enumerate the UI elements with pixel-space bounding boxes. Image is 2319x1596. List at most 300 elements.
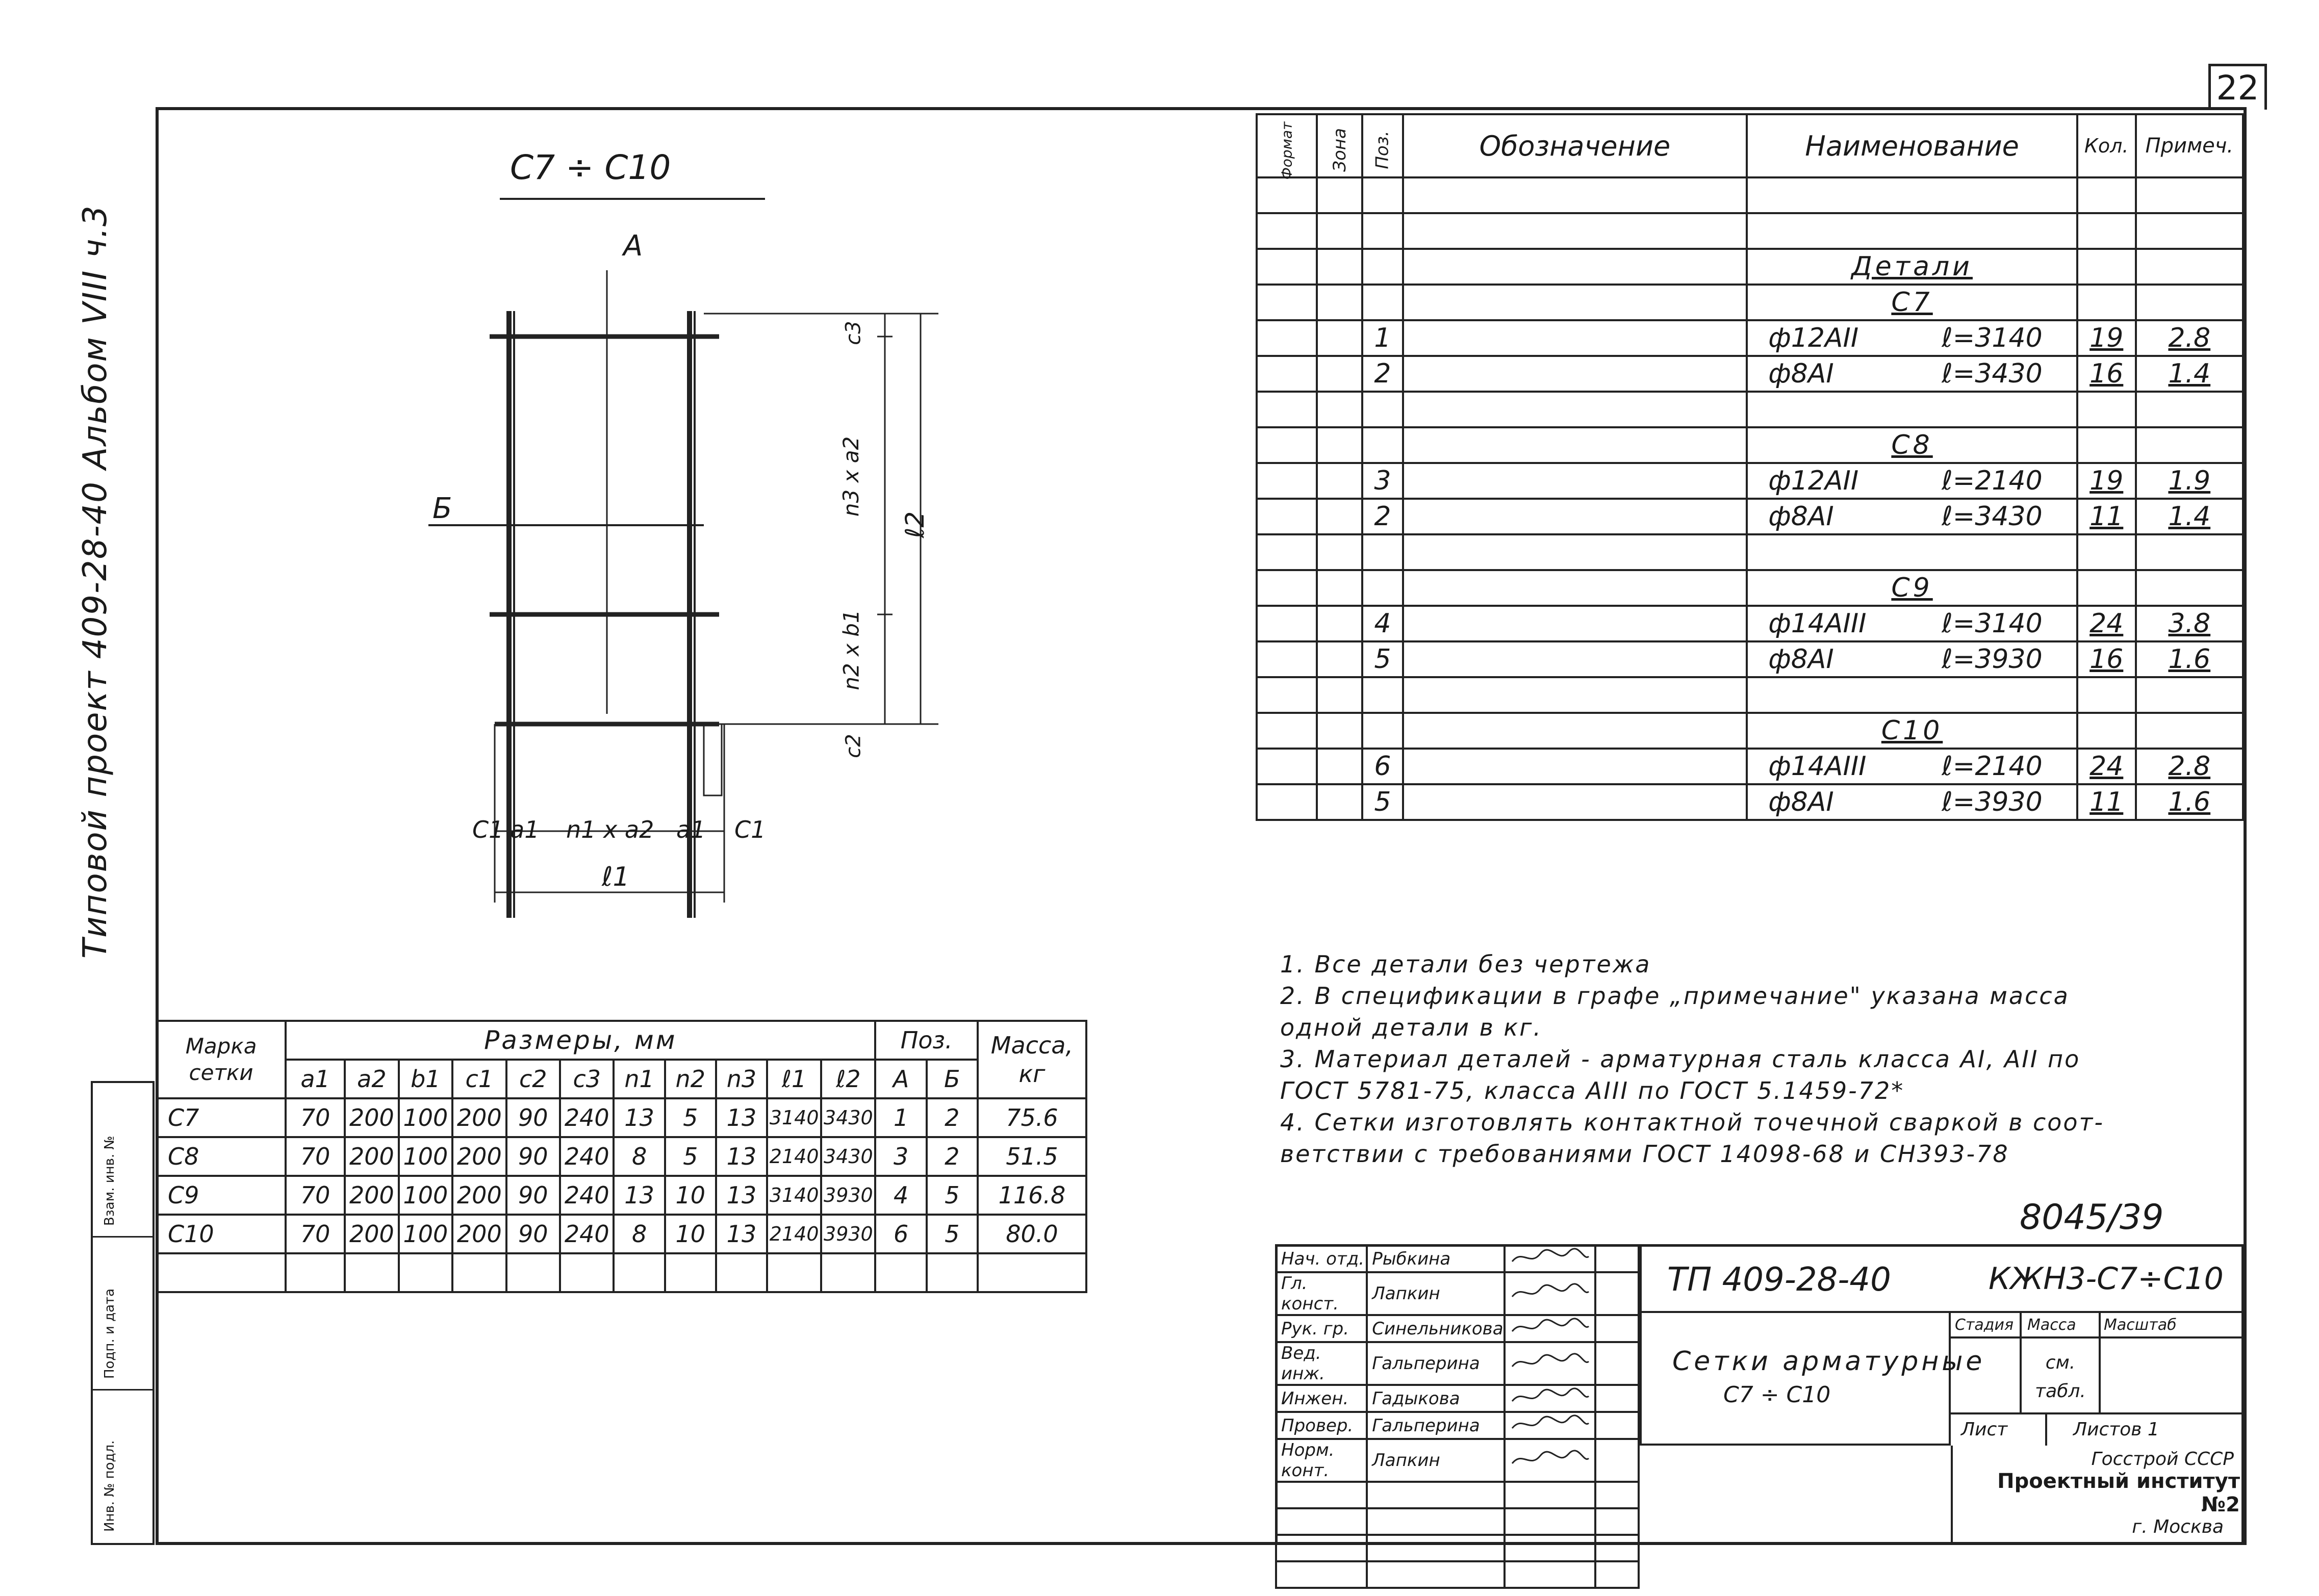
mass-value: см. табл. xyxy=(2035,1352,2086,1402)
spec-name-cell xyxy=(1747,749,2077,784)
dims-cell: 13 xyxy=(614,1098,665,1137)
sheet-number: 22 xyxy=(2208,64,2267,110)
spec-empty-cell xyxy=(1257,249,1317,285)
dims-cell: 2 xyxy=(927,1098,978,1137)
spec-name-cell xyxy=(1747,392,2077,427)
dims-cell: 51.5 xyxy=(978,1137,1086,1176)
dims-cell: 4 xyxy=(875,1176,926,1215)
spec-empty-cell xyxy=(1403,249,1747,285)
bar-length: ℓ=3430 xyxy=(1942,501,2043,532)
signature-scribble xyxy=(1510,1281,1591,1302)
col-sizes: Размеры, мм xyxy=(286,1021,875,1060)
specification-table xyxy=(1256,113,2244,820)
spec-pos-cell: 3 xyxy=(1362,463,1403,499)
spec-empty-cell xyxy=(1317,285,1363,320)
dims-subheader: Б xyxy=(927,1060,978,1098)
dims-row xyxy=(157,1176,1086,1215)
signer-role: Рук. гр. xyxy=(1276,1315,1367,1342)
dims-cell: 90 xyxy=(506,1098,560,1137)
spec-note-cell: 1.6 xyxy=(2136,784,2243,820)
signer-role: Провер. xyxy=(1276,1412,1367,1439)
spec-row xyxy=(1257,249,2243,285)
dims-cell: 90 xyxy=(506,1215,560,1253)
spec-empty-cell xyxy=(1317,392,1363,427)
signature-row xyxy=(1276,1412,1639,1439)
spec-qty-cell: 19 xyxy=(2077,320,2136,356)
spec-pos-cell: 2 xyxy=(1362,356,1403,392)
dims-cell: 8 xyxy=(614,1215,665,1253)
dims-cell: 70 xyxy=(286,1215,345,1253)
signature-scribble xyxy=(1510,1246,1591,1267)
dims-subheader: n1 xyxy=(614,1060,665,1098)
spec-empty-cell xyxy=(1317,606,1363,641)
bar-type: ф8АI xyxy=(1768,787,1834,817)
spec-empty-cell xyxy=(1403,392,1747,427)
spec-heading: С10 xyxy=(1881,715,1943,746)
bar-type: ф14АIII xyxy=(1768,751,1867,782)
archive-number: 8045/39 xyxy=(2020,1197,2164,1238)
bar-length: ℓ=3930 xyxy=(1942,787,2043,817)
note-line: 4. Сетки изготовлять контактной точечной сваркой в соот- xyxy=(1280,1109,2104,1136)
signature xyxy=(1505,1412,1595,1439)
signature-row xyxy=(1276,1535,1639,1561)
dims-cell: 3430 xyxy=(821,1137,875,1176)
signature-row xyxy=(1276,1508,1639,1535)
dim-n3a2: n3 x a2 xyxy=(838,436,864,517)
signature-row xyxy=(1276,1482,1639,1508)
spec-note-cell xyxy=(2136,249,2243,285)
spec-empty-cell xyxy=(1403,677,1747,713)
dims-cell: 240 xyxy=(560,1098,614,1137)
dim-a1-left: а1 xyxy=(510,816,540,843)
spec-name-cell xyxy=(1747,713,2077,749)
dim-n1a2: n1 x a2 xyxy=(566,816,654,843)
spec-name-cell xyxy=(1747,177,2077,213)
spec-empty-cell xyxy=(1317,749,1363,784)
bar-length: ℓ=3930 xyxy=(1942,644,2043,675)
org-ministry: Госстрой СССР xyxy=(2091,1449,2234,1470)
spec-qty-cell: 11 xyxy=(2077,784,2136,820)
document-code: КЖН3-С7÷С10 xyxy=(1989,1261,2224,1297)
spec-empty-cell xyxy=(1257,213,1317,249)
col-qty: Кол. xyxy=(2077,114,2136,177)
spec-empty-cell xyxy=(1403,606,1747,641)
side-stamp-strip xyxy=(91,1081,155,1545)
bar-type: ф14АIII xyxy=(1768,608,1867,639)
spec-row xyxy=(1257,641,2243,677)
spec-pos-cell: 6 xyxy=(1362,749,1403,784)
spec-empty-cell xyxy=(1317,356,1363,392)
spec-note-cell: 3.8 xyxy=(2136,606,2243,641)
dims-cell: 75.6 xyxy=(978,1098,1086,1137)
dim-c2: с2 xyxy=(842,734,865,758)
drawing-title: С7 ÷ С10 xyxy=(510,148,671,187)
spec-name-cell xyxy=(1747,784,2077,820)
spec-row xyxy=(1257,392,2243,427)
spec-empty-cell xyxy=(1403,534,1747,570)
spec-name-cell xyxy=(1747,677,2077,713)
spec-pos-cell: 5 xyxy=(1362,641,1403,677)
dims-cell: 1 xyxy=(875,1098,926,1137)
spec-row xyxy=(1257,606,2243,641)
spec-pos-cell xyxy=(1362,249,1403,285)
spec-empty-cell xyxy=(1257,427,1317,463)
spec-empty-cell xyxy=(1403,320,1747,356)
dims-cell: 5 xyxy=(927,1215,978,1253)
signature-row xyxy=(1276,1245,1639,1272)
signature-row xyxy=(1276,1272,1639,1315)
spec-qty-cell: 11 xyxy=(2077,499,2136,534)
signer-role: Вед. инж. xyxy=(1276,1342,1367,1385)
spec-name-cell xyxy=(1747,213,2077,249)
section-label-a: А xyxy=(623,229,643,263)
spec-empty-cell xyxy=(1317,320,1363,356)
spec-note-cell: 2.8 xyxy=(2136,749,2243,784)
spec-pos-cell xyxy=(1362,570,1403,606)
spec-qty-cell xyxy=(2077,534,2136,570)
bar-length: ℓ=2140 xyxy=(1942,751,2043,782)
col-pos: Поз. xyxy=(1362,114,1403,177)
mass-label: Масса xyxy=(2027,1316,2076,1334)
dims-subheader: b1 xyxy=(399,1060,452,1098)
project-number: ТП 409-28-40 xyxy=(1667,1261,1891,1299)
spec-qty-cell: 24 xyxy=(2077,606,2136,641)
spec-empty-cell xyxy=(1317,713,1363,749)
signature-scribble xyxy=(1510,1316,1591,1336)
spec-row xyxy=(1257,677,2243,713)
sheet-label: Лист xyxy=(1961,1419,2008,1440)
dims-subheader: n3 xyxy=(716,1060,767,1098)
spec-row xyxy=(1257,463,2243,499)
spec-name-cell xyxy=(1747,534,2077,570)
spec-pos-cell: 4 xyxy=(1362,606,1403,641)
mesh-mark: С8 xyxy=(157,1137,286,1176)
signer-name: Гадыкова xyxy=(1367,1385,1504,1412)
dims-cell: 13 xyxy=(716,1176,767,1215)
spec-empty-cell xyxy=(1403,213,1747,249)
spec-empty-cell xyxy=(1257,285,1317,320)
spec-pos-cell xyxy=(1362,713,1403,749)
dimensions-table xyxy=(156,1020,1087,1293)
dims-cell: 70 xyxy=(286,1176,345,1215)
spec-name-cell xyxy=(1747,249,2077,285)
dims-cell: 3140 xyxy=(767,1098,821,1137)
dims-cell: 200 xyxy=(452,1098,506,1137)
notes xyxy=(1280,948,2229,1170)
dims-cell: 13 xyxy=(716,1137,767,1176)
org-institute: Проектный институт №2 xyxy=(1997,1470,2240,1516)
dims-cell: 100 xyxy=(399,1098,452,1137)
dims-cell: 100 xyxy=(399,1176,452,1215)
spec-empty-cell xyxy=(1403,570,1747,606)
signature-scribble xyxy=(1510,1351,1591,1372)
note-line: ГОСТ 5781-75, класса АIII по ГОСТ 5.1459-72* xyxy=(1280,1077,1905,1104)
spec-empty-cell xyxy=(1317,784,1363,820)
signature-row xyxy=(1276,1385,1639,1412)
note-line: 1. Все детали без чертежа xyxy=(1280,950,1651,978)
dims-cell: 3 xyxy=(875,1137,926,1176)
spec-empty-cell xyxy=(1257,570,1317,606)
dim-c3: с3 xyxy=(842,321,865,345)
dims-cell: 200 xyxy=(452,1176,506,1215)
spec-empty-cell xyxy=(1317,641,1363,677)
dims-cell: 13 xyxy=(614,1176,665,1215)
org-city: г. Москва xyxy=(2132,1516,2224,1537)
spec-row xyxy=(1257,749,2243,784)
signer-role: Инжен. xyxy=(1276,1385,1367,1412)
col-designation: Обозначение xyxy=(1403,114,1747,177)
spec-row xyxy=(1257,356,2243,392)
spec-empty-cell xyxy=(1317,213,1363,249)
stage-label: Стадия xyxy=(1955,1316,2014,1334)
spec-empty-cell xyxy=(1317,677,1363,713)
mesh-mark: С10 xyxy=(157,1215,286,1253)
spec-empty-cell xyxy=(1317,534,1363,570)
spec-qty-cell: 16 xyxy=(2077,641,2136,677)
col-mass: Масса, кг xyxy=(978,1021,1086,1098)
spec-empty-cell xyxy=(1317,499,1363,534)
col-name: Наименование xyxy=(1747,114,2077,177)
dims-cell: 100 xyxy=(399,1137,452,1176)
dims-row xyxy=(157,1137,1086,1176)
dims-cell: 8 xyxy=(614,1137,665,1176)
signature-scribble xyxy=(1510,1386,1591,1406)
spec-empty-cell xyxy=(1403,784,1747,820)
spec-empty-cell xyxy=(1257,606,1317,641)
note-line: одной детали в кг. xyxy=(1280,1014,1542,1041)
spec-pos-cell xyxy=(1362,534,1403,570)
dims-cell: 200 xyxy=(345,1098,398,1137)
dims-cell: 3140 xyxy=(767,1176,821,1215)
title-block xyxy=(1275,1244,2244,1545)
dim-c1-left: С1 xyxy=(472,816,504,843)
spec-empty-cell xyxy=(1257,177,1317,213)
note-line: 2. В спецификации в графе „примечание" указана масса xyxy=(1280,982,2070,1010)
bar-length: ℓ=3140 xyxy=(1942,608,2043,639)
spec-pos-cell xyxy=(1362,392,1403,427)
dims-cell: 6 xyxy=(875,1215,926,1253)
spec-row xyxy=(1257,713,2243,749)
spec-qty-cell xyxy=(2077,177,2136,213)
dims-subheader: а1 xyxy=(286,1060,345,1098)
dims-cell: 2140 xyxy=(767,1215,821,1253)
spec-empty-cell xyxy=(1403,356,1747,392)
bar-type: ф12АII xyxy=(1768,466,1859,496)
dims-row xyxy=(157,1215,1086,1253)
signature-row xyxy=(1276,1561,1639,1588)
spec-empty-cell xyxy=(1317,249,1363,285)
dims-cell: 240 xyxy=(560,1176,614,1215)
dims-row xyxy=(157,1098,1086,1137)
col-note: Примеч. xyxy=(2136,114,2243,177)
dims-cell: 10 xyxy=(665,1176,716,1215)
spec-heading: С8 xyxy=(1891,430,1933,460)
bar-length: ℓ=3430 xyxy=(1942,358,2043,389)
signer-role: Норм. конт. xyxy=(1276,1439,1367,1482)
col-pos: Поз. xyxy=(875,1021,977,1060)
spec-name-cell xyxy=(1747,641,2077,677)
signature xyxy=(1505,1272,1595,1315)
spec-row xyxy=(1257,499,2243,534)
spec-pos-cell: 5 xyxy=(1362,784,1403,820)
dims-cell: 90 xyxy=(506,1176,560,1215)
dims-cell: 200 xyxy=(345,1215,398,1253)
signer-name: Лапкин xyxy=(1367,1272,1504,1315)
section-label-b: Б xyxy=(432,492,452,525)
spec-qty-cell xyxy=(2077,677,2136,713)
spec-empty-cell xyxy=(1257,320,1317,356)
spec-name-cell xyxy=(1747,499,2077,534)
bar-type: ф8АI xyxy=(1768,644,1834,675)
spec-empty-cell xyxy=(1403,177,1747,213)
side-strip-label: Инв. № подл. xyxy=(102,1440,117,1532)
dims-subheader: А xyxy=(875,1060,926,1098)
spec-pos-cell xyxy=(1362,213,1403,249)
spec-empty-cell xyxy=(1317,570,1363,606)
spec-qty-cell: 16 xyxy=(2077,356,2136,392)
spec-empty-cell xyxy=(1317,427,1363,463)
spec-name-cell xyxy=(1747,356,2077,392)
dim-l1: ℓ1 xyxy=(602,862,630,892)
spec-qty-cell xyxy=(2077,392,2136,427)
dims-subheader: n2 xyxy=(665,1060,716,1098)
spec-heading: С7 xyxy=(1891,287,1933,318)
signature xyxy=(1505,1245,1595,1272)
bar-type: ф12АII xyxy=(1768,323,1859,353)
spec-heading: Детали xyxy=(1851,251,1973,282)
dims-cell: 13 xyxy=(716,1215,767,1253)
dims-cell: 100 xyxy=(399,1215,452,1253)
dims-cell: 13 xyxy=(716,1098,767,1137)
signature-row xyxy=(1276,1315,1639,1342)
dims-cell: 200 xyxy=(452,1215,506,1253)
spec-empty-cell xyxy=(1257,356,1317,392)
spec-empty-cell xyxy=(1403,285,1747,320)
signature-row xyxy=(1276,1342,1639,1385)
spec-empty-cell xyxy=(1403,641,1747,677)
spec-note-cell xyxy=(2136,392,2243,427)
spec-empty-cell xyxy=(1257,463,1317,499)
spec-empty-cell xyxy=(1257,784,1317,820)
spec-row xyxy=(1257,285,2243,320)
dim-c1-right: С1 xyxy=(734,816,766,843)
spec-qty-cell: 19 xyxy=(2077,463,2136,499)
signer-role: Гл. конст. xyxy=(1276,1272,1367,1315)
spec-note-cell xyxy=(2136,177,2243,213)
dims-subheader: ℓ2 xyxy=(821,1060,875,1098)
spec-empty-cell xyxy=(1403,427,1747,463)
spec-empty-cell xyxy=(1257,749,1317,784)
spec-empty-cell xyxy=(1257,713,1317,749)
dims-cell: 200 xyxy=(345,1137,398,1176)
spec-empty-cell xyxy=(1403,499,1747,534)
spec-row xyxy=(1257,784,2243,820)
col-mark: Марка сетки xyxy=(157,1021,286,1098)
document-title: Сетки арматурные xyxy=(1672,1346,1985,1377)
spec-row xyxy=(1257,570,2243,606)
spec-note-cell xyxy=(2136,213,2243,249)
spec-row xyxy=(1257,320,2243,356)
signer-name: Лапкин xyxy=(1367,1439,1504,1482)
signer-name: Синельникова xyxy=(1367,1315,1504,1342)
spec-name-cell xyxy=(1747,427,2077,463)
bar-type: ф8АI xyxy=(1768,501,1834,532)
spec-empty-cell xyxy=(1403,713,1747,749)
spec-empty-cell xyxy=(1257,677,1317,713)
side-strip-label: Подп. и дата xyxy=(102,1288,117,1379)
bar-type: ф8АI xyxy=(1768,358,1834,389)
dims-subheader: а2 xyxy=(345,1060,398,1098)
spec-pos-cell xyxy=(1362,427,1403,463)
spec-empty-cell xyxy=(1317,463,1363,499)
side-title: Типовой проект 409-28-40 Альбом VIII ч.3 xyxy=(77,204,114,959)
dims-subheader: с3 xyxy=(560,1060,614,1098)
spec-name-cell xyxy=(1747,606,2077,641)
spec-empty-cell xyxy=(1257,534,1317,570)
spec-name-cell xyxy=(1747,463,2077,499)
spec-qty-cell xyxy=(2077,570,2136,606)
spec-empty-cell xyxy=(1257,641,1317,677)
spec-pos-cell xyxy=(1362,677,1403,713)
dims-cell: 80.0 xyxy=(978,1215,1086,1253)
dim-n2b1: n2 x b1 xyxy=(838,609,864,690)
spec-note-cell xyxy=(2136,713,2243,749)
spec-note-cell xyxy=(2136,427,2243,463)
signer-name: Рыбкина xyxy=(1367,1245,1504,1272)
dims-cell: 70 xyxy=(286,1098,345,1137)
mesh-mark: С7 xyxy=(157,1098,286,1137)
signature-row xyxy=(1276,1439,1639,1482)
spec-qty-cell xyxy=(2077,427,2136,463)
signatures-table xyxy=(1275,1244,1640,1589)
spec-pos-cell: 2 xyxy=(1362,499,1403,534)
note-line: 3. Материал деталей - арматурная сталь класса АI, АII по xyxy=(1280,1045,2081,1073)
spec-pos-cell xyxy=(1362,285,1403,320)
signature xyxy=(1505,1315,1595,1342)
spec-row xyxy=(1257,534,2243,570)
dims-cell: 2 xyxy=(927,1137,978,1176)
spec-pos-cell: 1 xyxy=(1362,320,1403,356)
dims-cell: 2140 xyxy=(767,1137,821,1176)
sheets-count: Листов 1 xyxy=(2073,1419,2159,1440)
spec-pos-cell xyxy=(1362,177,1403,213)
dims-cell: 200 xyxy=(345,1176,398,1215)
spec-name-cell xyxy=(1747,570,2077,606)
signer-name: Гальперина xyxy=(1367,1412,1504,1439)
scale-label: Масштаб xyxy=(2104,1316,2177,1334)
side-strip-label: Взам. инв. № xyxy=(102,1136,117,1226)
signer-role: Нач. отд. xyxy=(1276,1245,1367,1272)
spec-qty-cell xyxy=(2077,285,2136,320)
spec-qty-cell xyxy=(2077,713,2136,749)
spec-note-cell xyxy=(2136,285,2243,320)
spec-name-cell xyxy=(1747,320,2077,356)
dims-subheader: с1 xyxy=(452,1060,506,1098)
dims-cell: 90 xyxy=(506,1137,560,1176)
signature-scribble xyxy=(1510,1413,1591,1433)
col-zone: Зона xyxy=(1317,114,1363,177)
spec-note-cell xyxy=(2136,534,2243,570)
spec-note-cell: 1.4 xyxy=(2136,356,2243,392)
document-subtitle: С7 ÷ С10 xyxy=(1723,1382,1831,1408)
spec-note-cell: 1.6 xyxy=(2136,641,2243,677)
signature xyxy=(1505,1385,1595,1412)
spec-empty-cell xyxy=(1403,749,1747,784)
dims-cell: 3930 xyxy=(821,1176,875,1215)
dim-a1-right: а1 xyxy=(676,816,706,843)
dims-cell: 10 xyxy=(665,1215,716,1253)
spec-row xyxy=(1257,213,2243,249)
